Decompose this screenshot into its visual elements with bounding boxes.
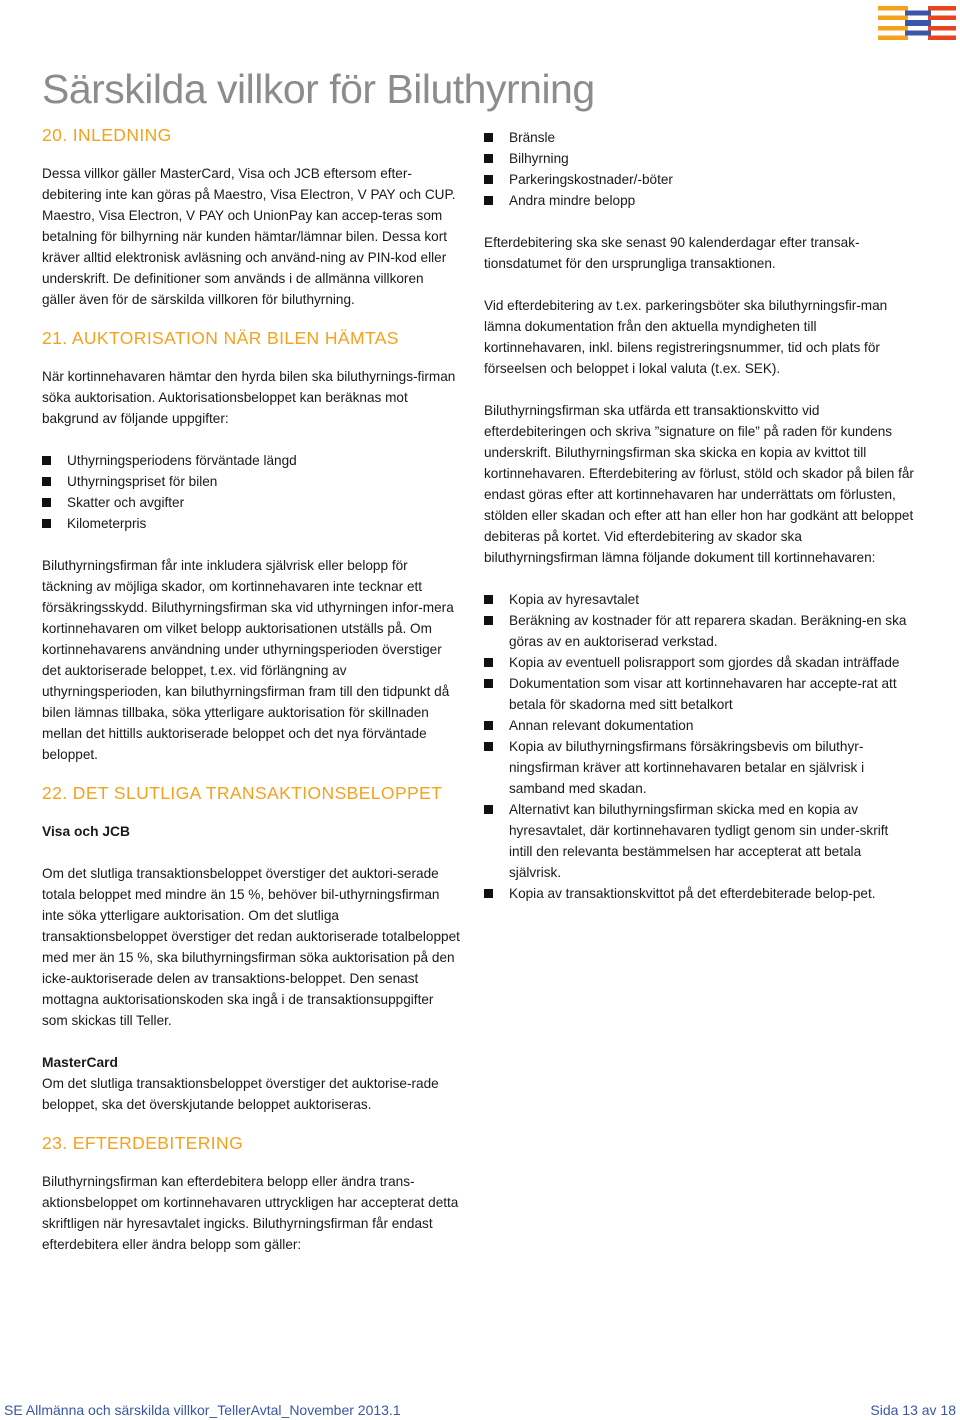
- authorization-basis-list: [42, 450, 460, 534]
- section-21-paragraph-2: Biluthyrningsfirman får inte inkludera självrisk eller belopp för täckning av möjliga skador, om kortinnehavaren inte tecknar ett försäkringsskydd. Biluthyrningsfirman ska vid uthyrningen infor-mera kortinnehavaren om vilket belopp auktorisationen utställs på. Om kortinnehavarens användning under uthyrningsperioden överstiger det auktoriserade beloppet, t.ex. vid förlängning av uthyrningsperioden, kan biluthyrningsfirman fram till den tidpunkt då bilen lämnas tillbaka, söka ytterligare auktorisation för skillnaden mellan det hittills auktoriserade beloppet och det nya förväntade beloppet.: [42, 558, 454, 762]
- list-item: Kilometerpris: [42, 513, 460, 534]
- section-22-heading: 22. DET SLUTLIGA TRANSAKTIONSBELOPPET: [42, 783, 443, 803]
- section-21-heading: 21. AUKTORISATION NÄR BILEN HÄMTAS: [42, 328, 399, 348]
- section-21-paragraph-1: När kortinnehavaren hämtar den hyrda bilen ska biluthyrnings-firman söka auktorisation. Auktorisationsbeloppet kan beräknas mot bakgrund av följande uppgifter:: [42, 369, 456, 426]
- post-charge-types-list: [484, 127, 914, 211]
- section-23-paragraph: Biluthyrningsfirman kan efterdebitera belopp eller ändra trans-aktionsbeloppet om kortinnehavaren uttryckligen har accepterat detta skriftligen när hyresavtalet ingicks. Biluthyrningsfirman får endast efterdebitera eller ändra belopp som gäller:: [42, 1174, 459, 1252]
- list-item: Kopia av biluthyrningsfirmans försäkringsbevis om biluthyr-ningsfirman kräver att kortinnehavaren betalar en självrisk i samband med skadan.: [484, 736, 914, 799]
- parking-fines-paragraph: Vid efterdebitering av t.ex. parkeringsböter ska biluthyrningsfir-man lämna dokumentation från den aktuella myndigheten till kortinnehavaren, inkl. bilens registreringsnummer, tid och plats för förseelsen och beloppet i lokal valuta (t.ex. SEK).: [484, 298, 888, 376]
- section-20-paragraph: Dessa villkor gäller MasterCard, Visa och JCB eftersom efter-debitering inte kan göras på Maestro, Visa Electron, V PAY och CUP. Maestro, Visa Electron, V PAY och UnionPay kan accep-teras som betalning för bilhyrning när kunden hämtar/lämnar bilen. Dessa kort kräver alltid elektronisk avläsning och använd-ning av PIN-kod eller underskrift. De definitioner som används i de allmänna villkoren gäller även för de särskilda villkoren för biluthyrning.: [42, 166, 456, 307]
- mastercard-paragraph: Om det slutliga transaktionsbeloppet överstiger det auktorise-rade beloppet, ska det överskjutande beloppet auktoriseras.: [42, 1076, 439, 1112]
- list-item: Kopia av transaktionskvittot på det efterdebiterade belop-pet.: [484, 883, 914, 904]
- list-item: Skatter och avgifter: [42, 492, 460, 513]
- receipt-paragraph: Biluthyrningsfirman ska utfärda ett transaktionskvitto vid efterdebiteringen och skriva ”signature on file” på raden för kundens underskrift. Biluthyrningsfirman ska skicka en kopia av kvittot till kortinnehavaren. Efterdebitering av förlust, stöld och skador på bilen får endast göras efter att kortinnehavaren har underrättats om förlusten, stölden eller skadan och efter att han eller hon har godkänt att beloppet debiteras på kortet. Vid efterdebitering av skador ska biluthyrningsfirman lämna följande dokument till kortinnehavaren:: [484, 403, 914, 565]
- right-column: [484, 127, 914, 904]
- deadline-paragraph: Efterdebitering ska ske senast 90 kalenderdagar efter transak-tionsdatumet för den ursprungliga transaktionen.: [484, 235, 860, 271]
- list-item: Uthyrningsperiodens förväntade längd: [42, 450, 460, 471]
- list-item: Andra mindre belopp: [484, 190, 914, 211]
- section-20-heading: 20. INLEDNING: [42, 125, 172, 145]
- list-item: Parkeringskostnader/-böter: [484, 169, 914, 190]
- list-item: Kopia av eventuell polisrapport som gjordes då skadan inträffade: [484, 652, 914, 673]
- mastercard-subheading: MasterCard: [42, 1055, 118, 1070]
- left-column: [42, 122, 460, 1255]
- list-item: Alternativt kan biluthyrningsfirman skicka med en kopia av hyresavtalet, där kortinnehavaren tydligt genom sin under-skrift intill den relevanta bestämmelsen har accepterat att betala självrisk.: [484, 799, 914, 883]
- section-23-heading: 23. EFTERDEBITERING: [42, 1133, 244, 1153]
- list-item: Bilhyrning: [484, 148, 914, 169]
- visa-jcb-paragraph: Om det slutliga transaktionsbeloppet överstiger det auktori-serade totala beloppet med mindre än 15 %, behöver bil-uthyrningsfirman inte söka ytterligare auktorisation. Om det slutliga transaktionsbeloppet överstiger det redan auktoriserade totalbeloppet med mer än 15 %, ska biluthyrningsfirman söka auktorisation på den icke-auktoriserade delen av transaktions-beloppet. Den senast mottagna auktorisationskoden ska ingå i de transaktionsuppgifter som skickas till Teller.: [42, 866, 460, 1028]
- teller-logo: [878, 6, 956, 40]
- list-item: Dokumentation som visar att kortinnehavaren har accepte-rat att betala för skadorna med sitt betalkort: [484, 673, 914, 715]
- damage-documents-list: [484, 589, 914, 904]
- list-item: Beräkning av kostnader för att reparera skadan. Beräkning-en ska göras av en auktoriserad verkstad.: [484, 610, 914, 652]
- footer-page-number: Sida 13 av 18: [870, 1402, 956, 1418]
- list-item: Bränsle: [484, 127, 914, 148]
- footer-document-name: SE Allmänna och särskilda villkor_TellerAvtal_November 2013.1: [4, 1402, 401, 1418]
- visa-jcb-subheading: Visa och JCB: [42, 824, 130, 839]
- list-item: Annan relevant dokumentation: [484, 715, 914, 736]
- list-item: Uthyrningspriset för bilen: [42, 471, 460, 492]
- page-title: Särskilda villkor för Biluthyrning: [42, 66, 595, 112]
- list-item: Kopia av hyresavtalet: [484, 589, 914, 610]
